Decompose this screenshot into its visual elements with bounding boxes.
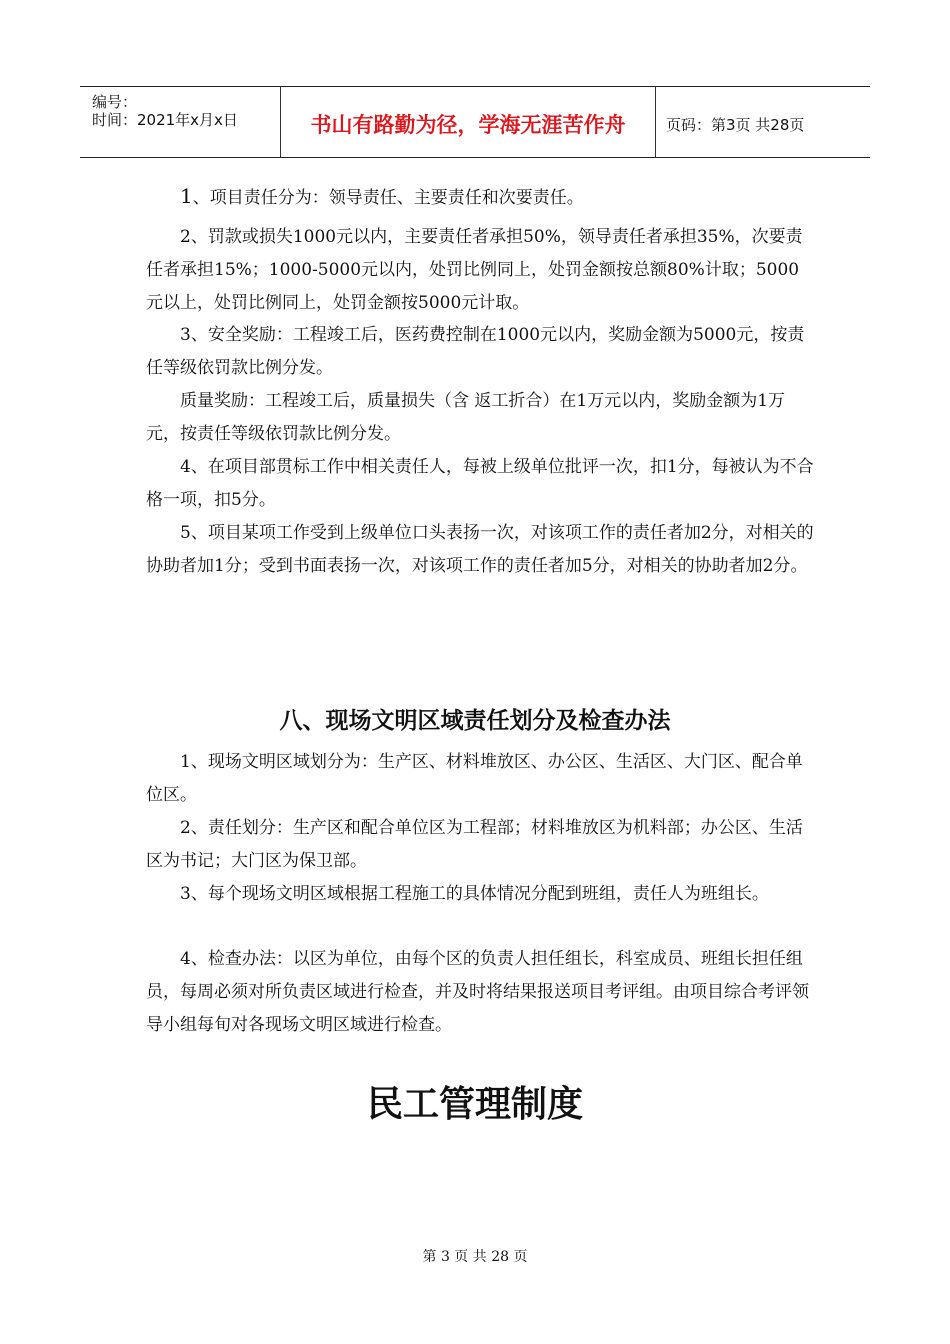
header-divider <box>655 87 656 157</box>
paragraph: 4、在项目部贯标工作中相关责任人，每被上级单位批评一次，扣1分，每被认为不合格一项，扣5分。 <box>146 457 814 510</box>
header-meta <box>80 87 280 157</box>
paragraph: 3、安全奖励：工程竣工后，医药费控制在1000元以内，奖励金额为5000元，按责任等级依罚款比例分发。 <box>146 325 805 378</box>
paragraph <box>146 180 814 215</box>
doc-number-label: 编号： <box>92 93 138 111</box>
paragraph-number: 1 <box>180 184 193 208</box>
doc-time-label: 时间：2021年x月x日 <box>92 111 238 129</box>
paragraph-text: 、项目责任分为：领导责任、主要责任和次要责任。 <box>192 188 584 208</box>
paragraph: 1、现场文明区域划分为：生产区、材料堆放区、办公区、生活区、大门区、配合单位区。 <box>146 752 803 805</box>
document-header <box>80 86 870 158</box>
paragraph: 2、罚款或损失1000元以内，主要责任者承担50%，领导责任者承担35%，次要责任者承担15%；1000-5000元以内，处罚比例同上，处罚金额按总额80%计取；5000元以上，处罚比例同上，处罚金额按5000元计取。 <box>146 227 803 313</box>
paragraph: 2、责任划分：生产区和配合单位区为工程部；材料堆放区为机料部；办公区、生活区为书记；大门区为保卫部。 <box>146 818 803 871</box>
page-footer: 第 3 页 共 28 页 <box>422 1249 528 1265</box>
section-heading: 八、现场文明区域责任划分及检查办法 <box>279 708 671 734</box>
header-page-info: 页码：第3页 共28页 <box>666 116 805 134</box>
header-motto: 书山有路勤为径，学海无涯苦作舟 <box>310 113 626 137</box>
paragraph: 3、每个现场文明区域根据工程施工的具体情况分配到班组，责任人为班组长。 <box>180 884 769 904</box>
chapter-title: 民工管理制度 <box>366 1084 583 1125</box>
paragraph: 5、项目某项工作受到上级单位口头表扬一次，对该项工作的责任者加2分，对相关的协助者加1分；受到书面表扬一次，对该项工作的责任者加5分，对相关的协助者加2分。 <box>146 523 814 576</box>
paragraph: 4、检查办法：以区为单位，由每个区的负责人担任组长，科室成员、班组长担任组员，每周必须对所负责区域进行检查，并及时将结果报送项目考评组。由项目综合考评领导小组每旬对各现场文明区域进行检查。 <box>146 949 809 1035</box>
paragraph: 质量奖励：工程竣工后，质量损失（含 返工折合）在1万元以内，奖励金额为1万元，按责任等级依罚款比例分发。 <box>146 391 786 444</box>
